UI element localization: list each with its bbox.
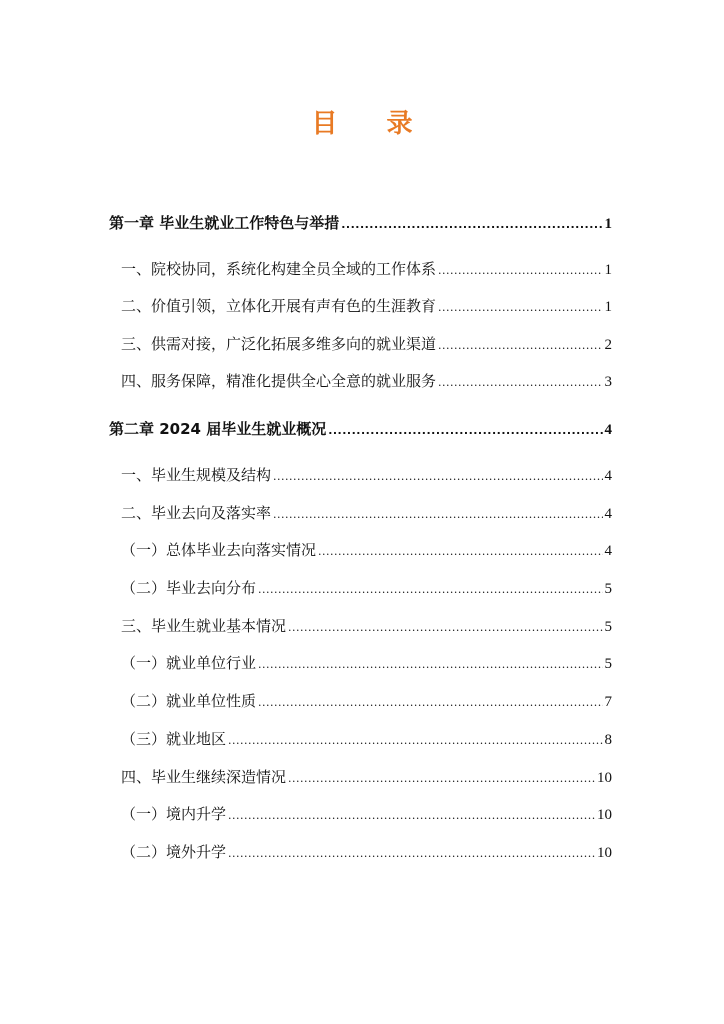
toc-entry[interactable] bbox=[121, 804, 612, 826]
toc-entry-title: （一）总体毕业去向落实情况 bbox=[121, 541, 317, 559]
toc-entry[interactable] bbox=[109, 213, 612, 235]
toc-dot-leader bbox=[328, 421, 602, 441]
toc-entry-title: 三、供需对接，广泛化拓展多维多向的就业渠道 bbox=[121, 335, 437, 353]
toc-dot-leader bbox=[438, 373, 602, 393]
toc-page-number: 10 bbox=[597, 845, 612, 861]
toc-entry[interactable] bbox=[121, 616, 612, 638]
toc-dot-leader bbox=[273, 505, 602, 525]
toc-page-number: 4 bbox=[604, 422, 612, 438]
toc-page-number: 5 bbox=[604, 656, 612, 672]
toc-page-number: 10 bbox=[597, 807, 612, 823]
toc-dot-leader bbox=[438, 261, 602, 281]
toc-entry[interactable] bbox=[121, 729, 612, 751]
toc-page-number: 4 bbox=[604, 543, 612, 559]
toc-page-number: 5 bbox=[604, 619, 612, 635]
toc-page-number: 1 bbox=[604, 216, 612, 232]
toc-entry-title: （一）就业单位行业 bbox=[121, 654, 257, 672]
toc-dot-leader bbox=[318, 542, 602, 562]
toc-dot-leader bbox=[228, 844, 595, 864]
toc-page-number: 10 bbox=[597, 770, 612, 786]
toc-entry-title: （二）毕业去向分布 bbox=[121, 579, 257, 597]
toc-entry-title: 一、院校协同，系统化构建全员全域的工作体系 bbox=[121, 260, 437, 278]
toc-page-number: 1 bbox=[604, 299, 612, 315]
toc-dot-leader bbox=[258, 693, 602, 713]
toc-entry[interactable] bbox=[121, 691, 612, 713]
toc-entry-title: 三、毕业生就业基本情况 bbox=[121, 617, 287, 635]
toc-entry[interactable] bbox=[121, 540, 612, 562]
toc-dot-leader bbox=[273, 467, 602, 487]
toc-entry-title: 四、服务保障，精准化提供全心全意的就业服务 bbox=[121, 372, 437, 390]
page-title: 目 录 bbox=[311, 109, 433, 139]
toc-page-number: 2 bbox=[604, 337, 612, 353]
toc-entry-title: 二、毕业去向及落实率 bbox=[121, 504, 272, 522]
toc-page-number: 7 bbox=[604, 694, 612, 710]
toc-entry[interactable] bbox=[121, 296, 612, 318]
toc-dot-leader bbox=[341, 215, 602, 235]
toc-entry[interactable] bbox=[121, 371, 612, 393]
toc-dot-leader bbox=[438, 298, 602, 318]
toc-entry[interactable] bbox=[121, 334, 612, 356]
toc-page-number: 5 bbox=[604, 581, 612, 597]
toc-page-number: 4 bbox=[604, 506, 612, 522]
toc-entry[interactable] bbox=[121, 578, 612, 600]
toc-page-number: 3 bbox=[604, 374, 612, 390]
toc-page-number: 8 bbox=[604, 732, 612, 748]
toc-page-number: 1 bbox=[604, 262, 612, 278]
toc-entry-title: （三）就业地区 bbox=[121, 730, 227, 748]
toc-entry-title: 一、毕业生规模及结构 bbox=[121, 466, 272, 484]
toc-entry-title: （二）就业单位性质 bbox=[121, 692, 257, 710]
toc-entry-title: 第二章 2024 届毕业生就业概况 bbox=[109, 420, 327, 438]
toc-entry[interactable] bbox=[121, 465, 612, 487]
toc-page-number: 4 bbox=[604, 468, 612, 484]
toc-entry-title: 第一章 毕业生就业工作特色与举措 bbox=[109, 214, 340, 232]
toc-entry[interactable] bbox=[121, 503, 612, 525]
toc-dot-leader bbox=[288, 618, 602, 638]
toc-dot-leader bbox=[288, 769, 595, 789]
toc-entry[interactable] bbox=[121, 259, 612, 281]
toc-dot-leader bbox=[438, 336, 602, 356]
toc-dot-leader bbox=[258, 655, 602, 675]
toc-entry-title: 二、价值引领，立体化开展有声有色的生涯教育 bbox=[121, 297, 437, 315]
toc-entry-title: （一）境内升学 bbox=[121, 805, 227, 823]
toc-entry-title: 四、毕业生继续深造情况 bbox=[121, 768, 287, 786]
toc-dot-leader bbox=[258, 580, 602, 600]
toc-entry-title: （二）境外升学 bbox=[121, 843, 227, 861]
toc-dot-leader bbox=[228, 731, 602, 751]
toc-dot-leader bbox=[228, 806, 595, 826]
toc-entry[interactable] bbox=[121, 842, 612, 864]
toc-entry[interactable] bbox=[121, 653, 612, 675]
toc-entry[interactable] bbox=[121, 767, 612, 789]
toc-entry[interactable] bbox=[109, 419, 612, 441]
